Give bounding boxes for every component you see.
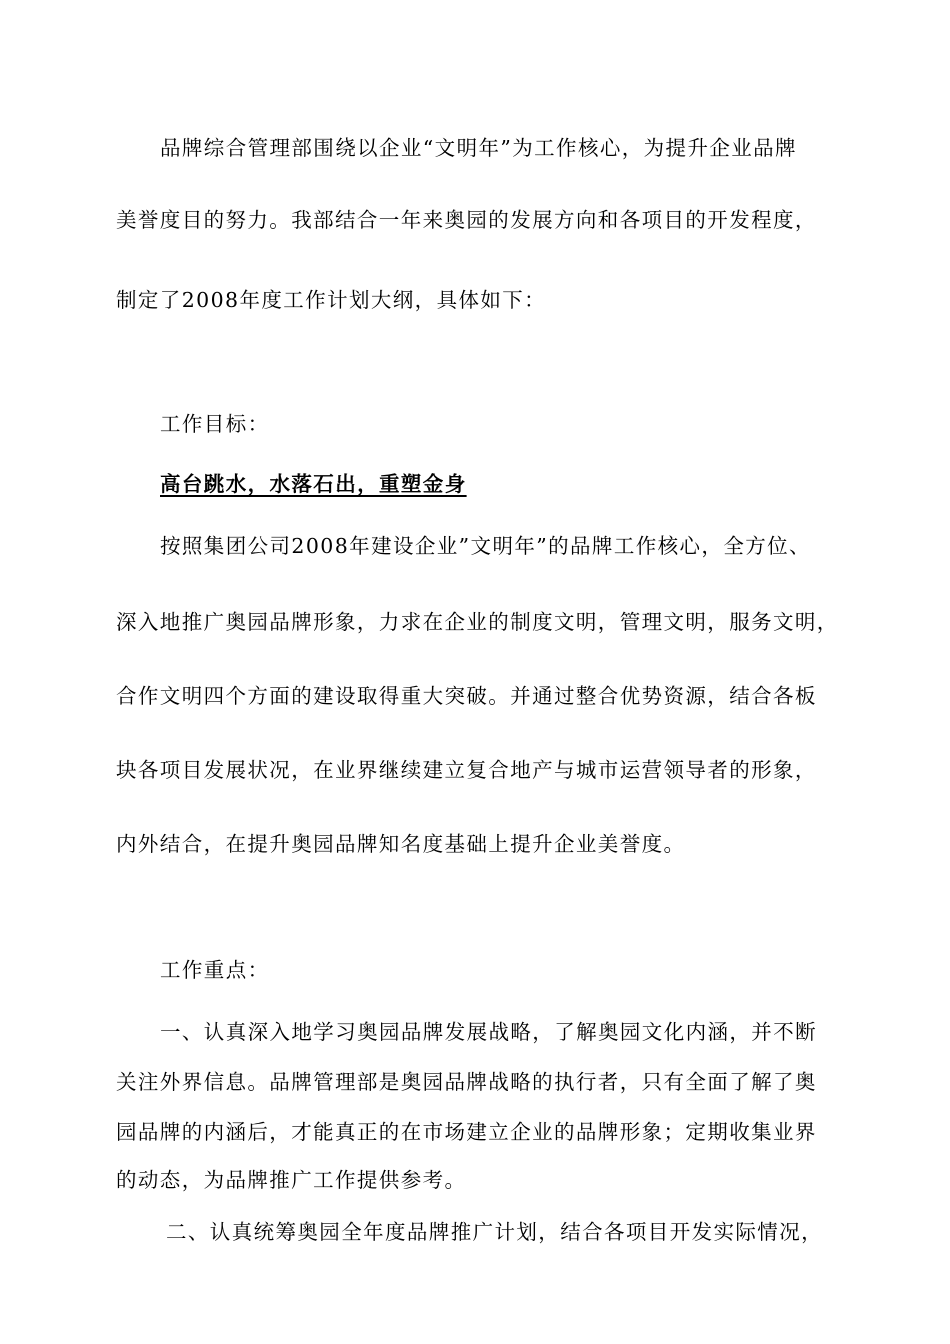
intro-line-1: 品牌综合管理部围绕以企业“文明年”为工作核心，为提升企业品牌 — [160, 136, 797, 160]
focus-label: 工作重点： — [160, 958, 270, 982]
focus-item-1-line-3: 园品牌的内涵后，才能真正的在市场建立企业的品牌形象；定期收集业界 — [116, 1120, 817, 1144]
goal-line-3: 合作文明四个方面的建设取得重大突破。并通过整合优势资源，结合各板 — [116, 684, 817, 708]
goal-label: 工作目标： — [160, 412, 270, 436]
focus-item-1-line-4: 的动态，为品牌推广工作提供参考。 — [116, 1168, 467, 1192]
focus-item-1-line-2: 关注外界信息。品牌管理部是奥园品牌战略的执行者，只有全面了解了奥 — [116, 1070, 817, 1094]
goal-line-1: 按照集团公司2008年建设企业”文明年”的品牌工作核心，全方位、 — [160, 534, 811, 558]
goal-line-5: 内外结合，在提升奥园品牌知名度基础上提升企业美誉度。 — [116, 832, 686, 856]
goal-slogan: 高台跳水，水落石出，重塑金身 — [160, 472, 467, 496]
focus-item-1-line-1: 一、认真深入地学习奥园品牌发展战略，了解奥园文化内涵，并不断 — [160, 1020, 817, 1044]
goal-line-4: 块各项目发展状况，在业界继续建立复合地产与城市运营领导者的形象， — [116, 758, 817, 782]
goal-line-2: 深入地推广奥园品牌形象，力求在企业的制度文明，管理文明，服务文明， — [116, 610, 839, 634]
focus-item-2-line-1: 二、认真统筹奥园全年度品牌推广计划，结合各项目开发实际情况， — [166, 1220, 823, 1244]
intro-line-3: 制定了2008年度工作计划大纲，具体如下： — [116, 288, 547, 312]
intro-line-2: 美誉度目的努力。我部结合一年来奥园的发展方向和各项目的开发程度， — [116, 208, 817, 232]
